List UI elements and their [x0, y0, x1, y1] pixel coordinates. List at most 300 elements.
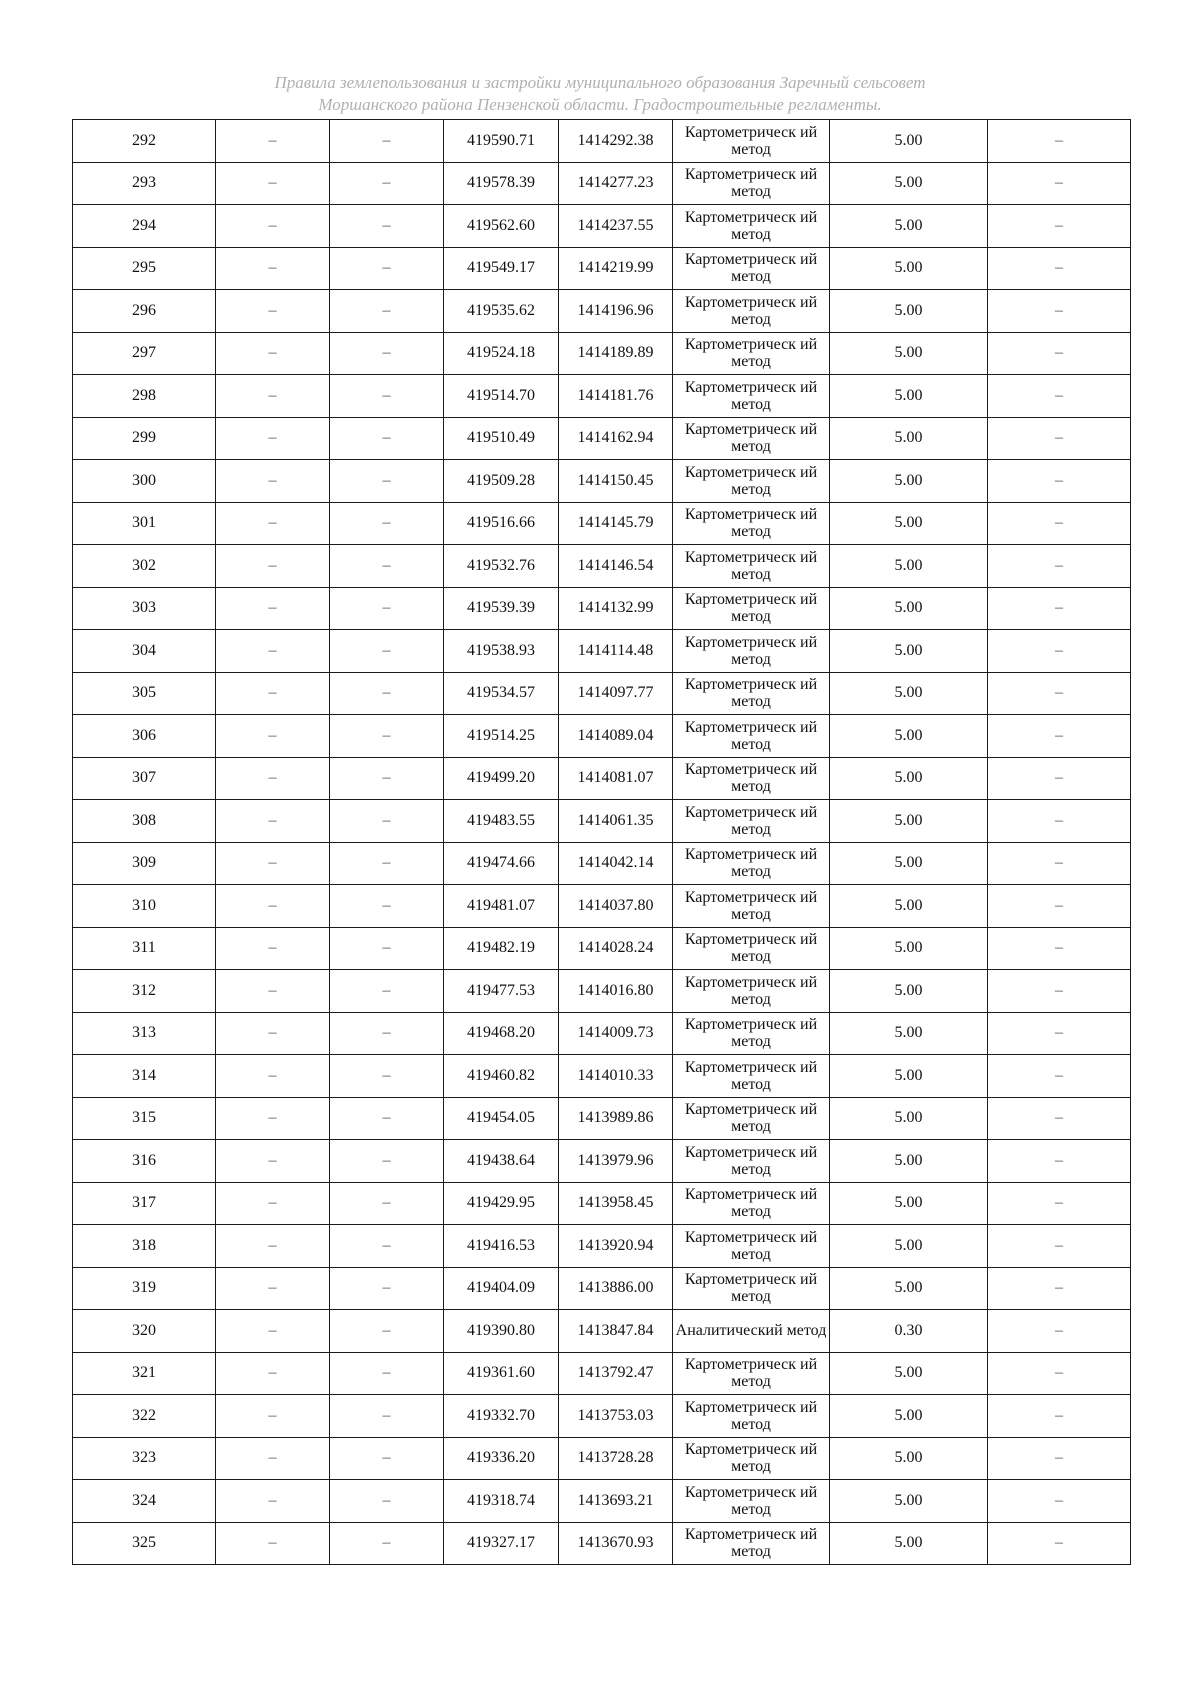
point-number-cell: 320	[73, 1310, 216, 1353]
x-coordinate-cell: 419438.64	[444, 1140, 559, 1183]
old-x-cell: –	[216, 502, 330, 545]
old-x-cell: –	[216, 885, 330, 928]
table-row	[73, 247, 1131, 290]
point-number-cell: 300	[73, 460, 216, 503]
x-coordinate-cell: 419590.71	[444, 120, 559, 163]
accuracy-cell: 5.00	[830, 970, 988, 1013]
old-y-cell: –	[330, 205, 444, 248]
method-cell: Картометрическ ий метод	[673, 1012, 830, 1055]
x-coordinate-cell: 419361.60	[444, 1352, 559, 1395]
table-row	[73, 1310, 1131, 1353]
method-cell: Картометрическ ий метод	[673, 1097, 830, 1140]
point-number-cell: 298	[73, 375, 216, 418]
accuracy-cell: 5.00	[830, 417, 988, 460]
old-y-cell: –	[330, 715, 444, 758]
x-coordinate-cell: 419404.09	[444, 1267, 559, 1310]
accuracy-cell: 5.00	[830, 1395, 988, 1438]
method-cell: Картометрическ ий метод	[673, 502, 830, 545]
accuracy-cell: 5.00	[830, 1140, 988, 1183]
x-coordinate-cell: 419332.70	[444, 1395, 559, 1438]
y-coordinate-cell: 1414146.54	[559, 545, 673, 588]
accuracy-cell: 5.00	[830, 205, 988, 248]
old-y-cell: –	[330, 1225, 444, 1268]
description-cell: –	[988, 757, 1131, 800]
method-cell: Картометрическ ий метод	[673, 1395, 830, 1438]
table-row	[73, 502, 1131, 545]
table-row	[73, 885, 1131, 928]
y-coordinate-cell: 1414028.24	[559, 927, 673, 970]
point-number-cell: 317	[73, 1182, 216, 1225]
point-number-cell: 311	[73, 927, 216, 970]
point-number-cell: 321	[73, 1352, 216, 1395]
method-cell: Картометрическ ий метод	[673, 120, 830, 163]
description-cell: –	[988, 290, 1131, 333]
old-x-cell: –	[216, 460, 330, 503]
description-cell: –	[988, 1352, 1131, 1395]
old-y-cell: –	[330, 1437, 444, 1480]
point-number-cell: 303	[73, 587, 216, 630]
x-coordinate-cell: 419474.66	[444, 842, 559, 885]
y-coordinate-cell: 1413979.96	[559, 1140, 673, 1183]
method-cell: Картометрическ ий метод	[673, 1182, 830, 1225]
x-coordinate-cell: 419534.57	[444, 672, 559, 715]
table-row	[73, 205, 1131, 248]
description-cell: –	[988, 375, 1131, 418]
method-cell: Картометрическ ий метод	[673, 332, 830, 375]
y-coordinate-cell: 1413693.21	[559, 1480, 673, 1523]
old-y-cell: –	[330, 1352, 444, 1395]
description-cell: –	[988, 885, 1131, 928]
old-x-cell: –	[216, 1267, 330, 1310]
table-row	[73, 120, 1131, 163]
table-row	[73, 715, 1131, 758]
accuracy-cell: 5.00	[830, 375, 988, 418]
old-x-cell: –	[216, 970, 330, 1013]
method-cell: Картометрическ ий метод	[673, 927, 830, 970]
y-coordinate-cell: 1414181.76	[559, 375, 673, 418]
accuracy-cell: 5.00	[830, 1437, 988, 1480]
description-cell: –	[988, 715, 1131, 758]
table-row	[73, 545, 1131, 588]
accuracy-cell: 5.00	[830, 630, 988, 673]
accuracy-cell: 5.00	[830, 247, 988, 290]
method-cell: Картометрическ ий метод	[673, 757, 830, 800]
method-cell: Картометрическ ий метод	[673, 247, 830, 290]
old-x-cell: –	[216, 587, 330, 630]
method-cell: Картометрическ ий метод	[673, 1055, 830, 1098]
table-row	[73, 1352, 1131, 1395]
table-row	[73, 842, 1131, 885]
point-number-cell: 307	[73, 757, 216, 800]
old-y-cell: –	[330, 630, 444, 673]
y-coordinate-cell: 1414114.48	[559, 630, 673, 673]
accuracy-cell: 5.00	[830, 842, 988, 885]
x-coordinate-cell: 419578.39	[444, 162, 559, 205]
method-cell: Картометрическ ий метод	[673, 672, 830, 715]
y-coordinate-cell: 1413958.45	[559, 1182, 673, 1225]
old-x-cell: –	[216, 630, 330, 673]
table-row	[73, 630, 1131, 673]
point-number-cell: 313	[73, 1012, 216, 1055]
old-y-cell: –	[330, 1097, 444, 1140]
old-y-cell: –	[330, 1055, 444, 1098]
x-coordinate-cell: 419416.53	[444, 1225, 559, 1268]
description-cell: –	[988, 970, 1131, 1013]
table-row	[73, 460, 1131, 503]
y-coordinate-cell: 1413753.03	[559, 1395, 673, 1438]
accuracy-cell: 5.00	[830, 332, 988, 375]
old-y-cell: –	[330, 1267, 444, 1310]
accuracy-cell: 5.00	[830, 800, 988, 843]
description-cell: –	[988, 247, 1131, 290]
table-row	[73, 1012, 1131, 1055]
y-coordinate-cell: 1413670.93	[559, 1522, 673, 1565]
old-y-cell: –	[330, 1182, 444, 1225]
y-coordinate-cell: 1413792.47	[559, 1352, 673, 1395]
x-coordinate-cell: 419481.07	[444, 885, 559, 928]
accuracy-cell: 5.00	[830, 1182, 988, 1225]
method-cell: Картометрическ ий метод	[673, 162, 830, 205]
x-coordinate-cell: 419454.05	[444, 1097, 559, 1140]
description-cell: –	[988, 205, 1131, 248]
x-coordinate-cell: 419562.60	[444, 205, 559, 248]
old-y-cell: –	[330, 1522, 444, 1565]
coordinates-table-body	[73, 120, 1131, 1565]
y-coordinate-cell: 1414162.94	[559, 417, 673, 460]
y-coordinate-cell: 1414097.77	[559, 672, 673, 715]
old-y-cell: –	[330, 800, 444, 843]
old-x-cell: –	[216, 290, 330, 333]
description-cell: –	[988, 1480, 1131, 1523]
y-coordinate-cell: 1414145.79	[559, 502, 673, 545]
y-coordinate-cell: 1414292.38	[559, 120, 673, 163]
old-x-cell: –	[216, 927, 330, 970]
description-cell: –	[988, 1012, 1131, 1055]
x-coordinate-cell: 419539.39	[444, 587, 559, 630]
x-coordinate-cell: 419390.80	[444, 1310, 559, 1353]
x-coordinate-cell: 419535.62	[444, 290, 559, 333]
description-cell: –	[988, 630, 1131, 673]
description-cell: –	[988, 1055, 1131, 1098]
old-x-cell: –	[216, 1140, 330, 1183]
old-x-cell: –	[216, 375, 330, 418]
y-coordinate-cell: 1414037.80	[559, 885, 673, 928]
table-row	[73, 1140, 1131, 1183]
point-number-cell: 301	[73, 502, 216, 545]
y-coordinate-cell: 1414016.80	[559, 970, 673, 1013]
y-coordinate-cell: 1414061.35	[559, 800, 673, 843]
x-coordinate-cell: 419510.49	[444, 417, 559, 460]
table-row	[73, 1225, 1131, 1268]
table-row	[73, 970, 1131, 1013]
accuracy-cell: 5.00	[830, 1012, 988, 1055]
old-x-cell: –	[216, 162, 330, 205]
accuracy-cell: 5.00	[830, 1097, 988, 1140]
point-number-cell: 293	[73, 162, 216, 205]
accuracy-cell: 5.00	[830, 1055, 988, 1098]
old-y-cell: –	[330, 1395, 444, 1438]
table-row	[73, 800, 1131, 843]
description-cell: –	[988, 672, 1131, 715]
point-number-cell: 314	[73, 1055, 216, 1098]
y-coordinate-cell: 1414089.04	[559, 715, 673, 758]
old-y-cell: –	[330, 1012, 444, 1055]
x-coordinate-cell: 419483.55	[444, 800, 559, 843]
table-row	[73, 1437, 1131, 1480]
table-row	[73, 162, 1131, 205]
old-y-cell: –	[330, 970, 444, 1013]
coordinates-table	[72, 119, 1131, 1565]
method-cell: Картометрическ ий метод	[673, 460, 830, 503]
method-cell: Картометрическ ий метод	[673, 1140, 830, 1183]
method-cell: Картометрическ ий метод	[673, 715, 830, 758]
accuracy-cell: 5.00	[830, 587, 988, 630]
point-number-cell: 297	[73, 332, 216, 375]
point-number-cell: 325	[73, 1522, 216, 1565]
x-coordinate-cell: 419538.93	[444, 630, 559, 673]
accuracy-cell: 5.00	[830, 1267, 988, 1310]
x-coordinate-cell: 419318.74	[444, 1480, 559, 1523]
old-x-cell: –	[216, 672, 330, 715]
method-cell: Картометрическ ий метод	[673, 1437, 830, 1480]
description-cell: –	[988, 1182, 1131, 1225]
x-coordinate-cell: 419509.28	[444, 460, 559, 503]
old-x-cell: –	[216, 757, 330, 800]
header-line-2: Моршанского района Пензенской области. Градостроительные регламенты.	[318, 95, 882, 114]
accuracy-cell: 5.00	[830, 162, 988, 205]
y-coordinate-cell: 1414237.55	[559, 205, 673, 248]
description-cell: –	[988, 1395, 1131, 1438]
old-y-cell: –	[330, 1310, 444, 1353]
old-y-cell: –	[330, 842, 444, 885]
method-cell: Картометрическ ий метод	[673, 1480, 830, 1523]
description-cell: –	[988, 545, 1131, 588]
old-x-cell: –	[216, 800, 330, 843]
y-coordinate-cell: 1413847.84	[559, 1310, 673, 1353]
description-cell: –	[988, 162, 1131, 205]
accuracy-cell: 5.00	[830, 545, 988, 588]
description-cell: –	[988, 120, 1131, 163]
old-y-cell: –	[330, 375, 444, 418]
method-cell: Картометрическ ий метод	[673, 800, 830, 843]
old-y-cell: –	[330, 332, 444, 375]
method-cell: Картометрическ ий метод	[673, 1225, 830, 1268]
old-x-cell: –	[216, 715, 330, 758]
point-number-cell: 319	[73, 1267, 216, 1310]
old-x-cell: –	[216, 1182, 330, 1225]
old-y-cell: –	[330, 545, 444, 588]
description-cell: –	[988, 502, 1131, 545]
method-cell: Картометрическ ий метод	[673, 417, 830, 460]
point-number-cell: 309	[73, 842, 216, 885]
method-cell: Картометрическ ий метод	[673, 1522, 830, 1565]
x-coordinate-cell: 419460.82	[444, 1055, 559, 1098]
table-row	[73, 290, 1131, 333]
y-coordinate-cell: 1414277.23	[559, 162, 673, 205]
description-cell: –	[988, 587, 1131, 630]
table-row	[73, 417, 1131, 460]
accuracy-cell: 5.00	[830, 927, 988, 970]
description-cell: –	[988, 1097, 1131, 1140]
point-number-cell: 295	[73, 247, 216, 290]
x-coordinate-cell: 419499.20	[444, 757, 559, 800]
old-y-cell: –	[330, 927, 444, 970]
old-y-cell: –	[330, 587, 444, 630]
y-coordinate-cell: 1414132.99	[559, 587, 673, 630]
x-coordinate-cell: 419336.20	[444, 1437, 559, 1480]
old-x-cell: –	[216, 1310, 330, 1353]
y-coordinate-cell: 1414042.14	[559, 842, 673, 885]
old-y-cell: –	[330, 1140, 444, 1183]
accuracy-cell: 0.30	[830, 1310, 988, 1353]
point-number-cell: 306	[73, 715, 216, 758]
accuracy-cell: 5.00	[830, 460, 988, 503]
table-row	[73, 587, 1131, 630]
description-cell: –	[988, 1267, 1131, 1310]
point-number-cell: 318	[73, 1225, 216, 1268]
old-y-cell: –	[330, 247, 444, 290]
point-number-cell: 308	[73, 800, 216, 843]
table-row	[73, 1480, 1131, 1523]
point-number-cell: 304	[73, 630, 216, 673]
point-number-cell: 315	[73, 1097, 216, 1140]
old-y-cell: –	[330, 885, 444, 928]
x-coordinate-cell: 419524.18	[444, 332, 559, 375]
method-cell: Картометрическ ий метод	[673, 1267, 830, 1310]
table-row	[73, 1267, 1131, 1310]
accuracy-cell: 5.00	[830, 502, 988, 545]
point-number-cell: 296	[73, 290, 216, 333]
x-coordinate-cell: 419482.19	[444, 927, 559, 970]
old-x-cell: –	[216, 842, 330, 885]
old-x-cell: –	[216, 1012, 330, 1055]
point-number-cell: 312	[73, 970, 216, 1013]
old-x-cell: –	[216, 1352, 330, 1395]
old-y-cell: –	[330, 1480, 444, 1523]
method-cell: Картометрическ ий метод	[673, 970, 830, 1013]
method-cell: Картометрическ ий метод	[673, 1352, 830, 1395]
y-coordinate-cell: 1413886.00	[559, 1267, 673, 1310]
x-coordinate-cell: 419514.25	[444, 715, 559, 758]
accuracy-cell: 5.00	[830, 1480, 988, 1523]
point-number-cell: 294	[73, 205, 216, 248]
table-row	[73, 1182, 1131, 1225]
method-cell: Картометрическ ий метод	[673, 375, 830, 418]
y-coordinate-cell: 1413920.94	[559, 1225, 673, 1268]
point-number-cell: 323	[73, 1437, 216, 1480]
description-cell: –	[988, 800, 1131, 843]
y-coordinate-cell: 1414196.96	[559, 290, 673, 333]
old-y-cell: –	[330, 120, 444, 163]
y-coordinate-cell: 1413728.28	[559, 1437, 673, 1480]
x-coordinate-cell: 419514.70	[444, 375, 559, 418]
old-y-cell: –	[330, 672, 444, 715]
accuracy-cell: 5.00	[830, 672, 988, 715]
method-cell: Картометрическ ий метод	[673, 630, 830, 673]
y-coordinate-cell: 1413989.86	[559, 1097, 673, 1140]
table-row	[73, 927, 1131, 970]
x-coordinate-cell: 419468.20	[444, 1012, 559, 1055]
old-x-cell: –	[216, 1225, 330, 1268]
old-x-cell: –	[216, 1437, 330, 1480]
method-cell: Картометрическ ий метод	[673, 842, 830, 885]
table-row	[73, 375, 1131, 418]
y-coordinate-cell: 1414219.99	[559, 247, 673, 290]
y-coordinate-cell: 1414081.07	[559, 757, 673, 800]
x-coordinate-cell: 419429.95	[444, 1182, 559, 1225]
accuracy-cell: 5.00	[830, 290, 988, 333]
table-row	[73, 672, 1131, 715]
old-x-cell: –	[216, 1055, 330, 1098]
old-y-cell: –	[330, 502, 444, 545]
x-coordinate-cell: 419549.17	[444, 247, 559, 290]
table-row	[73, 757, 1131, 800]
old-x-cell: –	[216, 1395, 330, 1438]
description-cell: –	[988, 1140, 1131, 1183]
old-x-cell: –	[216, 417, 330, 460]
old-y-cell: –	[330, 162, 444, 205]
description-cell: –	[988, 1225, 1131, 1268]
point-number-cell: 322	[73, 1395, 216, 1438]
table-row	[73, 1522, 1131, 1565]
method-cell: Картометрическ ий метод	[673, 545, 830, 588]
old-x-cell: –	[216, 1097, 330, 1140]
description-cell: –	[988, 842, 1131, 885]
description-cell: –	[988, 927, 1131, 970]
method-cell: Картометрическ ий метод	[673, 205, 830, 248]
old-x-cell: –	[216, 1522, 330, 1565]
point-number-cell: 324	[73, 1480, 216, 1523]
table-row	[73, 1395, 1131, 1438]
accuracy-cell: 5.00	[830, 757, 988, 800]
description-cell: –	[988, 1437, 1131, 1480]
table-row	[73, 332, 1131, 375]
page-header	[0, 72, 1200, 116]
point-number-cell: 302	[73, 545, 216, 588]
description-cell: –	[988, 417, 1131, 460]
x-coordinate-cell: 419327.17	[444, 1522, 559, 1565]
old-y-cell: –	[330, 460, 444, 503]
y-coordinate-cell: 1414010.33	[559, 1055, 673, 1098]
description-cell: –	[988, 1310, 1131, 1353]
old-x-cell: –	[216, 1480, 330, 1523]
old-x-cell: –	[216, 545, 330, 588]
table-row	[73, 1097, 1131, 1140]
accuracy-cell: 5.00	[830, 1352, 988, 1395]
x-coordinate-cell: 419477.53	[444, 970, 559, 1013]
x-coordinate-cell: 419516.66	[444, 502, 559, 545]
y-coordinate-cell: 1414150.45	[559, 460, 673, 503]
method-cell: Картометрическ ий метод	[673, 587, 830, 630]
old-x-cell: –	[216, 120, 330, 163]
point-number-cell: 310	[73, 885, 216, 928]
accuracy-cell: 5.00	[830, 715, 988, 758]
method-cell: Картометрическ ий метод	[673, 290, 830, 333]
header-line-1: Правила землепользования и застройки муниципального образования Заречный сельсовет	[274, 73, 926, 92]
accuracy-cell: 5.00	[830, 1225, 988, 1268]
method-cell: Аналитический метод	[673, 1310, 830, 1353]
old-x-cell: –	[216, 205, 330, 248]
point-number-cell: 305	[73, 672, 216, 715]
old-y-cell: –	[330, 757, 444, 800]
y-coordinate-cell: 1414189.89	[559, 332, 673, 375]
point-number-cell: 292	[73, 120, 216, 163]
accuracy-cell: 5.00	[830, 120, 988, 163]
x-coordinate-cell: 419532.76	[444, 545, 559, 588]
old-x-cell: –	[216, 332, 330, 375]
point-number-cell: 299	[73, 417, 216, 460]
description-cell: –	[988, 332, 1131, 375]
